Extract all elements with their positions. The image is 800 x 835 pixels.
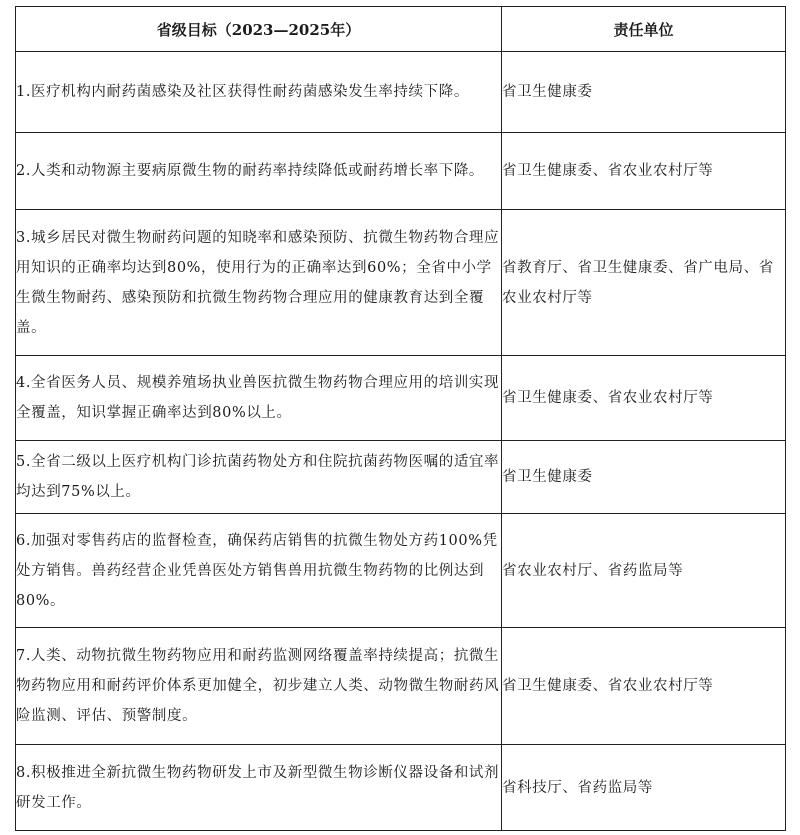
goal-cell: 5.全省二级以上医疗机构门诊抗菌药物处方和住院抗菌药物医嘱的适宜率均达到75%以上。 xyxy=(16,441,502,514)
header-unit: 责任单位 xyxy=(502,7,786,52)
unit-cell: 省卫生健康委 xyxy=(502,52,786,133)
header-goal: 省级目标（2023—2025年） xyxy=(16,7,502,52)
goal-cell: 4.全省医务人员、规模养殖场执业兽医抗微生物药物合理应用的培训实现全覆盖，知识掌握正确率达到80%以上。 xyxy=(16,356,502,441)
unit-cell: 省卫生健康委、省农业农村厅等 xyxy=(502,628,786,745)
table-row xyxy=(16,441,786,514)
table-row xyxy=(16,514,786,628)
table-header-row xyxy=(16,7,786,52)
unit-cell: 省卫生健康委、省农业农村厅等 xyxy=(502,133,786,210)
goal-cell: 1.医疗机构内耐药菌感染及社区获得性耐药菌感染发生率持续下降。 xyxy=(16,52,502,133)
table-row xyxy=(16,52,786,133)
goal-cell: 3.城乡居民对微生物耐药问题的知晓率和感染预防、抗微生物药物合理应用知识的正确率均达到80%，使用行为的正确率达到60%；全省中小学生微生物耐药、感染预防和抗微生物药物合理应用的健康教育达到全覆盖。 xyxy=(16,210,502,356)
unit-cell: 省教育厅、省卫生健康委、省广电局、省农业农村厅等 xyxy=(502,210,786,356)
table-row xyxy=(16,210,786,356)
table-row xyxy=(16,356,786,441)
table-row xyxy=(16,745,786,831)
unit-cell: 省农业农村厅、省药监局等 xyxy=(502,514,786,628)
goal-cell: 2.人类和动物源主要病原微生物的耐药率持续降低或耐药增长率下降。 xyxy=(16,133,502,210)
unit-cell: 省卫生健康委、省农业农村厅等 xyxy=(502,356,786,441)
goal-cell: 8.积极推进全新抗微生物药物研发上市及新型微生物诊断仪器设备和试剂研发工作。 xyxy=(16,745,502,831)
unit-cell: 省科技厅、省药监局等 xyxy=(502,745,786,831)
table-row xyxy=(16,133,786,210)
table-row xyxy=(16,628,786,745)
goal-cell: 6.加强对零售药店的监督检查，确保药店销售的抗微生物处方药100%凭处方销售。兽药经营企业凭兽医处方销售兽用抗微生物药物的比例达到80%。 xyxy=(16,514,502,628)
unit-cell: 省卫生健康委 xyxy=(502,441,786,514)
goal-cell: 7.人类、动物抗微生物药物应用和耐药监测网络覆盖率持续提高；抗微生物药物应用和耐药评价体系更加健全，初步建立人类、动物微生物耐药风险监测、评估、预警制度。 xyxy=(16,628,502,745)
goals-table xyxy=(15,6,786,831)
